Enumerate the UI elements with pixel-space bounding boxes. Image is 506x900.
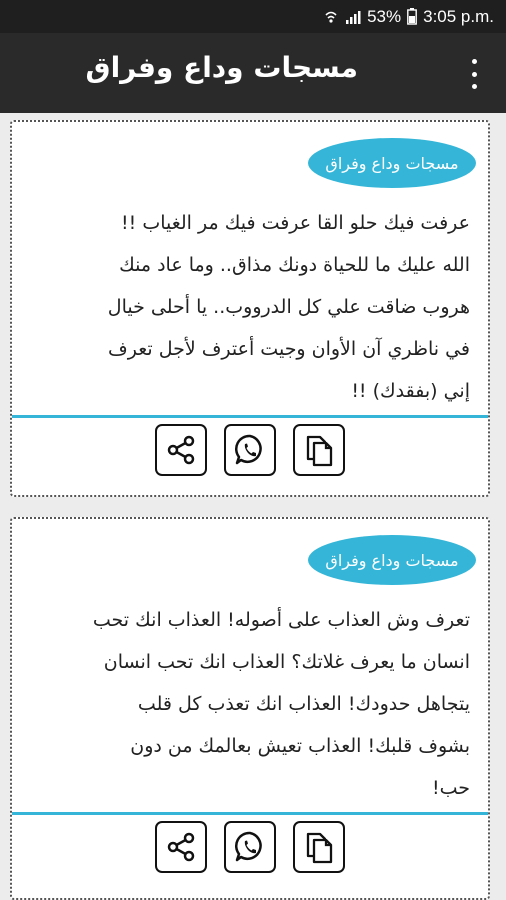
category-badge: مسجات وداع وفراق xyxy=(308,535,476,585)
message-card xyxy=(10,517,490,900)
copy-button[interactable] xyxy=(293,424,345,476)
app-bar xyxy=(0,33,506,113)
whatsapp-button[interactable] xyxy=(224,821,276,873)
alarm-icon xyxy=(323,9,339,25)
divider xyxy=(12,415,488,418)
more-vert-icon[interactable] xyxy=(464,59,484,89)
share-icon xyxy=(164,830,198,864)
share-icon xyxy=(164,433,198,467)
copy-icon xyxy=(302,432,336,468)
message-text: عرفت فيك حلو القا عرفت فيك مر الغياب !! الله عليك ما للحياة دونك مذاق.. وما عاد منك هروب ضاقت علي كل الدرووب.. يا أحلى خيال في ناظري آن الأوان وجيت أعترف لأجل تعرف إني (بفقدك) !! xyxy=(107,212,470,402)
signal-icon xyxy=(345,9,361,25)
message-text: تعرف وش العذاب على أصوله! العذاب انك تحب انسان ما يعرف غلاتك؟ العذاب انك تحب انسان يتجاهل حدودك! العذاب انك تعذب كل قلب بشوف قلبك! العذاب تعيش بعالمك من دون حب! xyxy=(92,609,470,799)
status-bar xyxy=(0,0,506,33)
copy-button[interactable] xyxy=(293,821,345,873)
battery-percent: 53% xyxy=(367,6,402,26)
battery-icon xyxy=(407,8,417,25)
share-button[interactable] xyxy=(155,821,207,873)
share-button[interactable] xyxy=(155,424,207,476)
message-card xyxy=(10,120,490,497)
action-bar xyxy=(12,424,488,476)
copy-icon xyxy=(302,829,336,865)
category-badge: مسجات وداع وفراق xyxy=(308,138,476,188)
action-bar xyxy=(12,821,488,873)
status-time: 3:05 p.m. xyxy=(423,6,494,26)
whatsapp-button[interactable] xyxy=(224,424,276,476)
whatsapp-icon xyxy=(232,432,268,468)
whatsapp-icon xyxy=(232,829,268,865)
app-title: مسجات وداع وفراق xyxy=(85,51,358,84)
divider xyxy=(12,812,488,815)
